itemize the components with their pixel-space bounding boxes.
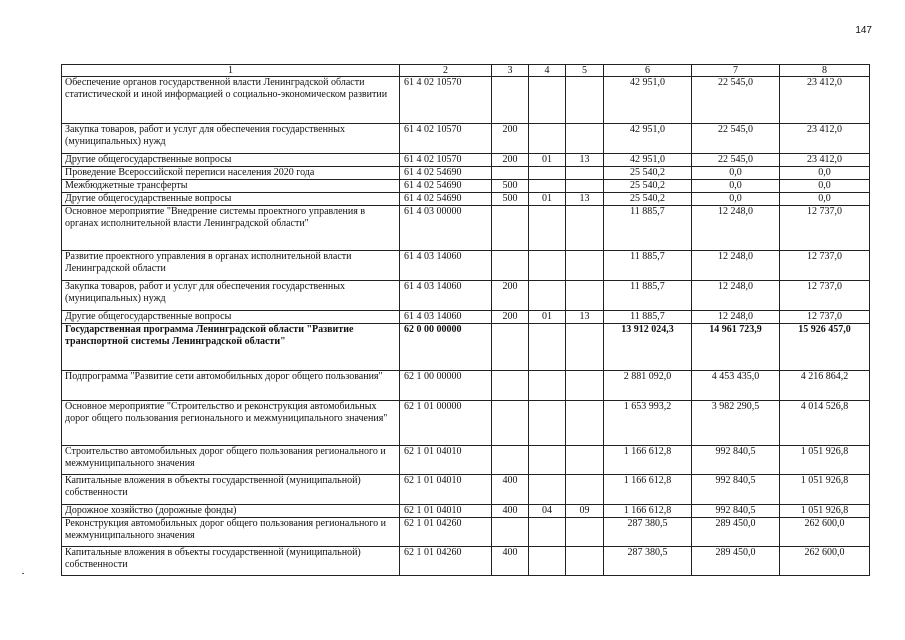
row-name: Строительство автомобильных дорог общего пользования регионального и межмуниципального значения	[62, 446, 400, 475]
row-subsection	[566, 518, 604, 547]
row-subsection: 13	[566, 311, 604, 324]
row-expense-type: 200	[492, 154, 529, 167]
row-subsection	[566, 124, 604, 154]
row-name: Капитальные вложения в объекты государственной (муниципальной) собственности	[62, 547, 400, 576]
row-value-col8: 23 412,0	[780, 154, 870, 167]
header-row	[62, 65, 870, 77]
row-target-code: 62 1 01 04010	[400, 505, 492, 518]
row-section	[529, 475, 566, 505]
row-name: Другие общегосударственные вопросы	[62, 154, 400, 167]
row-value-col7: 0,0	[692, 167, 780, 180]
row-value-col8: 4 216 864,2	[780, 371, 870, 401]
header-col-8: 8	[780, 65, 870, 77]
row-value-col8: 0,0	[780, 180, 870, 193]
row-subsection	[566, 206, 604, 251]
row-target-code: 62 1 01 04260	[400, 547, 492, 576]
row-value-col8: 12 737,0	[780, 206, 870, 251]
row-name: Основное мероприятие "Внедрение системы проектного управления в органах исполнительной власти Ленинградской области"	[62, 206, 400, 251]
row-value-col6: 11 885,7	[604, 311, 692, 324]
table-row	[62, 547, 870, 576]
row-value-col8: 1 051 926,8	[780, 475, 870, 505]
row-name: Подпрограмма "Развитие сети автомобильных дорог общего пользования"	[62, 371, 400, 401]
row-value-col7: 289 450,0	[692, 518, 780, 547]
table-row	[62, 324, 870, 371]
row-value-col7: 4 453 435,0	[692, 371, 780, 401]
header-col-3: 3	[492, 65, 529, 77]
table-body	[62, 77, 870, 576]
row-value-col8: 4 014 526,8	[780, 401, 870, 446]
row-value-col7: 14 961 723,9	[692, 324, 780, 371]
row-section: 01	[529, 154, 566, 167]
row-name: Другие общегосударственные вопросы	[62, 193, 400, 206]
row-value-col8: 12 737,0	[780, 281, 870, 311]
row-target-code: 62 1 01 04010	[400, 475, 492, 505]
row-expense-type	[492, 167, 529, 180]
row-expense-type	[492, 324, 529, 371]
row-subsection	[566, 180, 604, 193]
row-expense-type	[492, 371, 529, 401]
row-expense-type: 500	[492, 193, 529, 206]
row-value-col8: 23 412,0	[780, 77, 870, 124]
row-name: Закупка товаров, работ и услуг для обеспечения государственных (муниципальных) нужд	[62, 124, 400, 154]
row-value-col6: 1 166 612,8	[604, 475, 692, 505]
table-row	[62, 77, 870, 124]
table-row	[62, 180, 870, 193]
row-name: Развитие проектного управления в органах исполнительной власти Ленинградской области	[62, 251, 400, 281]
table-row	[62, 193, 870, 206]
row-value-col6: 1 166 612,8	[604, 505, 692, 518]
table-row	[62, 206, 870, 251]
row-value-col6: 25 540,2	[604, 180, 692, 193]
row-name: Капитальные вложения в объекты государственной (муниципальной) собственности	[62, 475, 400, 505]
row-value-col6: 42 951,0	[604, 154, 692, 167]
row-value-col7: 12 248,0	[692, 281, 780, 311]
row-section	[529, 251, 566, 281]
row-name: Межбюджетные трансферты	[62, 180, 400, 193]
row-subsection	[566, 475, 604, 505]
row-expense-type	[492, 206, 529, 251]
row-subsection	[566, 167, 604, 180]
row-name: Государственная программа Ленинградской области "Развитие транспортной системы Ленинградской области"	[62, 324, 400, 371]
row-value-col8: 23 412,0	[780, 124, 870, 154]
row-section	[529, 281, 566, 311]
row-subsection	[566, 547, 604, 576]
row-value-col6: 11 885,7	[604, 281, 692, 311]
header-col-7: 7	[692, 65, 780, 77]
row-name: Обеспечение органов государственной власти Ленинградской области статистической и иной информацией о социально-экономическом развитии	[62, 77, 400, 124]
row-value-col6: 287 380,5	[604, 518, 692, 547]
row-section	[529, 371, 566, 401]
row-target-code: 61 4 03 14060	[400, 281, 492, 311]
row-target-code: 62 1 00 00000	[400, 371, 492, 401]
row-subsection	[566, 77, 604, 124]
table-row	[62, 251, 870, 281]
row-value-col7: 992 840,5	[692, 446, 780, 475]
row-value-col7: 992 840,5	[692, 475, 780, 505]
header-col-2: 2	[400, 65, 492, 77]
row-subsection	[566, 371, 604, 401]
row-section	[529, 446, 566, 475]
row-subsection: 13	[566, 154, 604, 167]
table-row	[62, 154, 870, 167]
row-name: Дорожное хозяйство (дорожные фонды)	[62, 505, 400, 518]
page-number: 147	[855, 25, 872, 36]
row-target-code: 61 4 03 00000	[400, 206, 492, 251]
table-row	[62, 401, 870, 446]
row-subsection	[566, 446, 604, 475]
row-value-col6: 2 881 092,0	[604, 371, 692, 401]
row-expense-type	[492, 77, 529, 124]
row-expense-type	[492, 401, 529, 446]
row-value-col8: 1 051 926,8	[780, 505, 870, 518]
budget-table	[61, 64, 870, 576]
row-value-col6: 25 540,2	[604, 193, 692, 206]
row-value-col7: 3 982 290,5	[692, 401, 780, 446]
table-row	[62, 167, 870, 180]
row-expense-type	[492, 446, 529, 475]
row-value-col8: 12 737,0	[780, 311, 870, 324]
row-value-col6: 287 380,5	[604, 547, 692, 576]
row-expense-type: 200	[492, 311, 529, 324]
row-target-code: 61 4 02 54690	[400, 167, 492, 180]
row-target-code: 61 4 02 54690	[400, 180, 492, 193]
row-name: Другие общегосударственные вопросы	[62, 311, 400, 324]
header-col-1: 1	[62, 65, 400, 77]
row-value-col7: 22 545,0	[692, 124, 780, 154]
row-subsection: 13	[566, 193, 604, 206]
row-section	[529, 180, 566, 193]
row-value-col6: 1 166 612,8	[604, 446, 692, 475]
row-section	[529, 167, 566, 180]
header-col-4: 4	[529, 65, 566, 77]
row-subsection	[566, 281, 604, 311]
row-section: 04	[529, 505, 566, 518]
row-value-col8: 262 600,0	[780, 518, 870, 547]
table-row	[62, 505, 870, 518]
header-col-5: 5	[566, 65, 604, 77]
row-value-col7: 992 840,5	[692, 505, 780, 518]
row-value-col6: 13 912 024,3	[604, 324, 692, 371]
row-target-code: 62 1 01 00000	[400, 401, 492, 446]
row-value-col7: 12 248,0	[692, 311, 780, 324]
row-value-col6: 1 653 993,2	[604, 401, 692, 446]
row-section	[529, 124, 566, 154]
row-value-col7: 12 248,0	[692, 251, 780, 281]
row-subsection	[566, 324, 604, 371]
header-col-6: 6	[604, 65, 692, 77]
row-expense-type: 400	[492, 475, 529, 505]
row-target-code: 61 4 03 14060	[400, 251, 492, 281]
row-subsection	[566, 401, 604, 446]
table-row	[62, 475, 870, 505]
table-row	[62, 371, 870, 401]
row-value-col7: 22 545,0	[692, 77, 780, 124]
row-target-code: 62 0 00 00000	[400, 324, 492, 371]
row-expense-type: 500	[492, 180, 529, 193]
row-subsection: 09	[566, 505, 604, 518]
row-section	[529, 324, 566, 371]
row-target-code: 61 4 02 10570	[400, 124, 492, 154]
row-name: Закупка товаров, работ и услуг для обеспечения государственных (муниципальных) нужд	[62, 281, 400, 311]
table-row	[62, 124, 870, 154]
row-section	[529, 77, 566, 124]
row-target-code: 62 1 01 04010	[400, 446, 492, 475]
row-value-col7: 12 248,0	[692, 206, 780, 251]
row-expense-type: 400	[492, 547, 529, 576]
row-target-code: 62 1 01 04260	[400, 518, 492, 547]
row-target-code: 61 4 02 10570	[400, 154, 492, 167]
row-name: Основное мероприятие "Строительство и реконструкция автомобильных дорог общего пользования регионального и межмуниципального значения"	[62, 401, 400, 446]
row-section	[529, 401, 566, 446]
table-row	[62, 518, 870, 547]
row-subsection	[566, 251, 604, 281]
row-value-col6: 25 540,2	[604, 167, 692, 180]
row-target-code: 61 4 02 10570	[400, 77, 492, 124]
scan-speck	[22, 573, 24, 574]
row-value-col7: 0,0	[692, 180, 780, 193]
row-section	[529, 547, 566, 576]
row-expense-type	[492, 251, 529, 281]
row-target-code: 61 4 02 54690	[400, 193, 492, 206]
row-value-col8: 0,0	[780, 167, 870, 180]
table-row	[62, 446, 870, 475]
row-section: 01	[529, 193, 566, 206]
row-section: 01	[529, 311, 566, 324]
row-value-col8: 12 737,0	[780, 251, 870, 281]
row-value-col6: 42 951,0	[604, 124, 692, 154]
row-expense-type: 200	[492, 281, 529, 311]
row-expense-type: 200	[492, 124, 529, 154]
row-value-col6: 42 951,0	[604, 77, 692, 124]
row-name: Проведение Всероссийской переписи населения 2020 года	[62, 167, 400, 180]
table-row	[62, 311, 870, 324]
row-value-col8: 1 051 926,8	[780, 446, 870, 475]
row-expense-type: 400	[492, 505, 529, 518]
row-value-col8: 262 600,0	[780, 547, 870, 576]
row-section	[529, 518, 566, 547]
table-row	[62, 281, 870, 311]
row-value-col7: 0,0	[692, 193, 780, 206]
row-target-code: 61 4 03 14060	[400, 311, 492, 324]
row-value-col6: 11 885,7	[604, 251, 692, 281]
row-name: Реконструкция автомобильных дорог общего пользования регионального и межмуниципального значения	[62, 518, 400, 547]
row-value-col7: 289 450,0	[692, 547, 780, 576]
row-value-col8: 0,0	[780, 193, 870, 206]
row-section	[529, 206, 566, 251]
row-expense-type	[492, 518, 529, 547]
row-value-col6: 11 885,7	[604, 206, 692, 251]
row-value-col7: 22 545,0	[692, 154, 780, 167]
row-value-col8: 15 926 457,0	[780, 324, 870, 371]
